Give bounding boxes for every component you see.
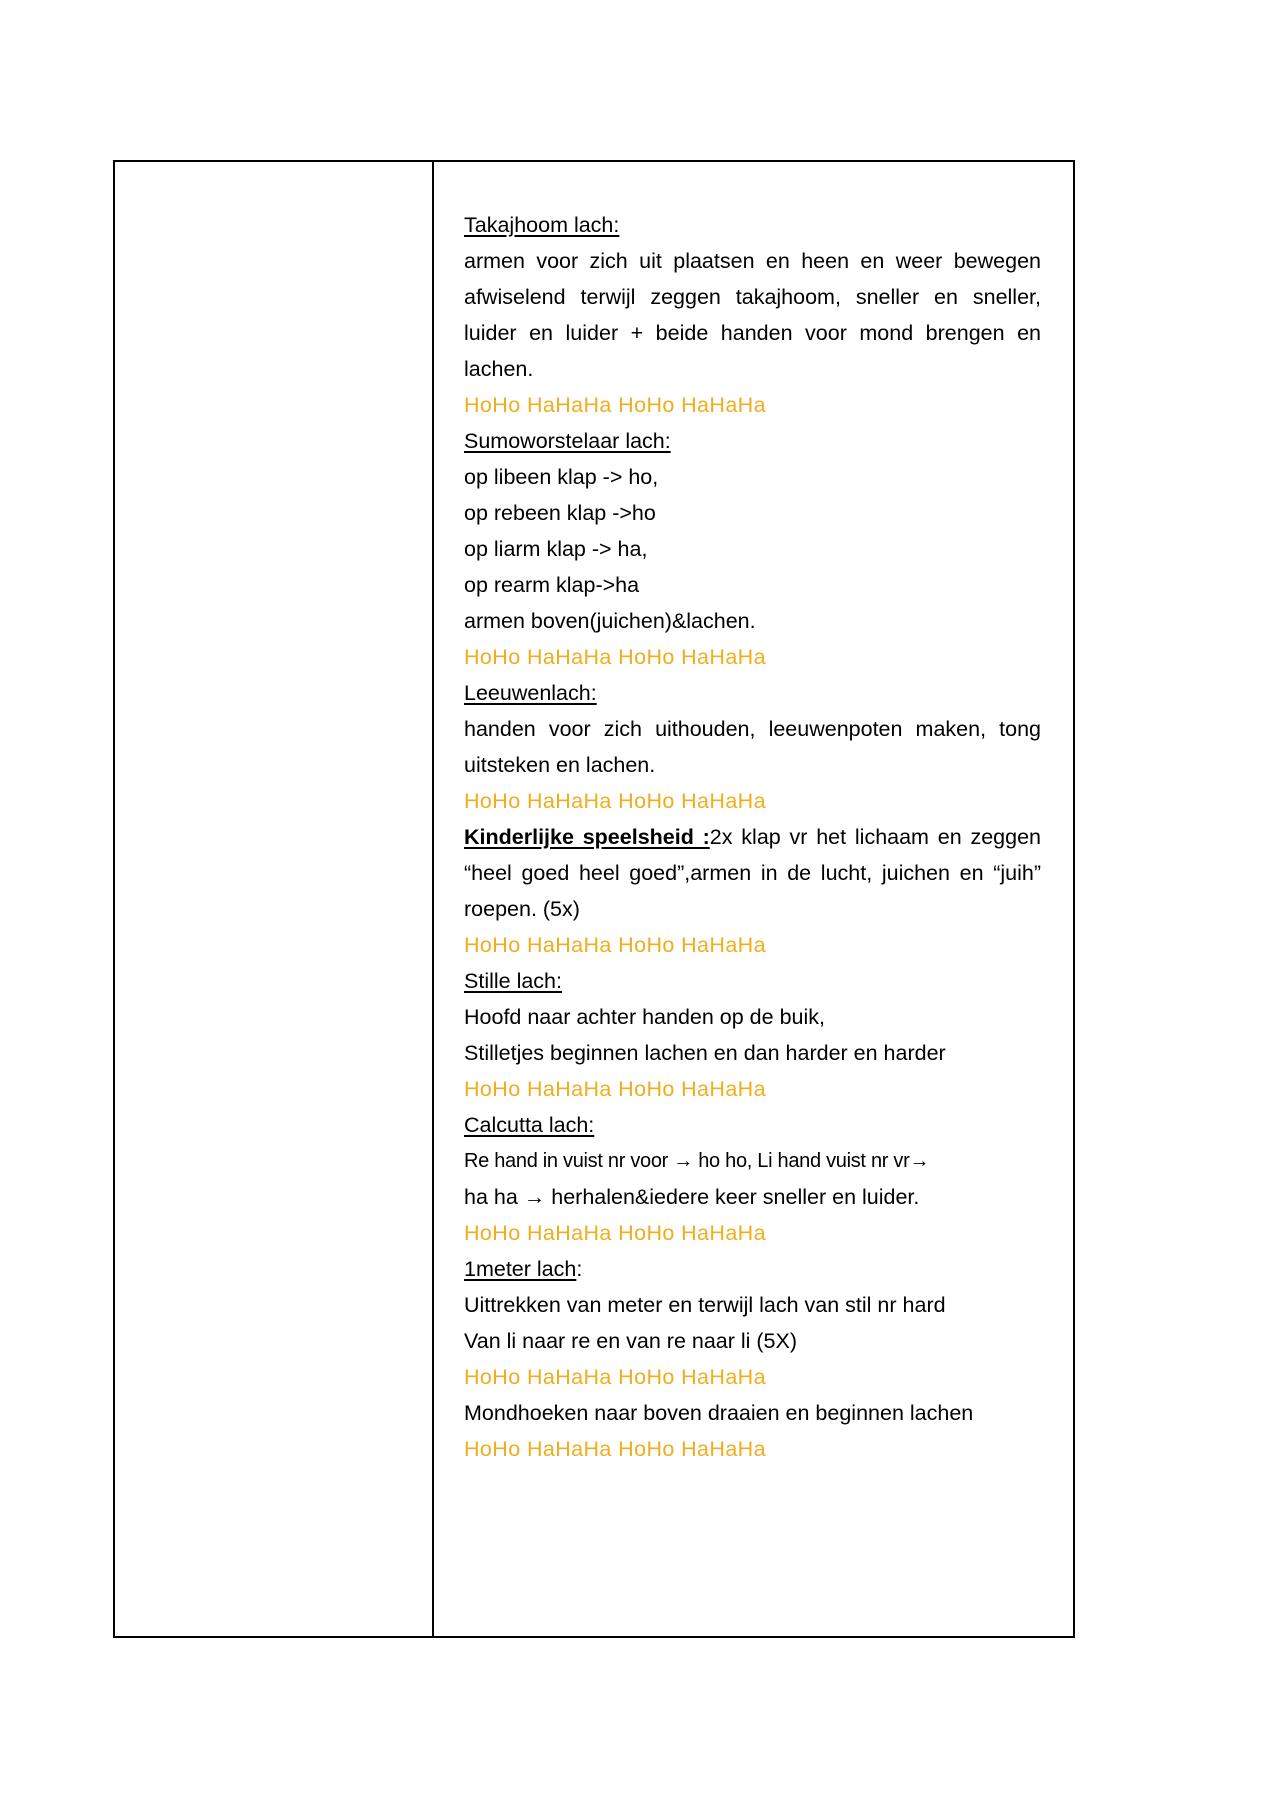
section-heading: Leeuwenlach: [464,681,597,705]
section-heading: 1meter lach [464,1257,577,1281]
section-heading: Takajhoom lach: [464,213,620,237]
section-body-line: op rebeen klap ->ho [464,501,656,525]
section-body-line: 2x klap vr het lichaam en zeggen “heel goed heel goed”,armen in de lucht, juichen en “juih” roepen. (5x) [464,825,1041,921]
section-body-line: Uittrekken van meter en terwijl lach van stil nr hard [464,1293,946,1317]
section-calcutta-lach [464,1107,1041,1251]
section-heading-row [464,1251,1041,1287]
section-chant: HoHo HaHaHa HoHo HaHaHa [464,789,766,813]
section-chant: HoHo HaHaHa HoHo HaHaHa [464,1365,766,1389]
content-table [113,160,1075,1638]
section-heading: Calcutta lach: [464,1113,595,1137]
section-mondhoeken [464,1395,1041,1467]
section-chant: HoHo HaHaHa HoHo HaHaHa [464,1077,766,1101]
section-heading: Kinderlijke speelsheid : [464,825,710,849]
section-inline-paragraph [464,819,1041,927]
section-stille-lach [464,963,1041,1107]
section-body-line: op rearm klap->ha [464,573,640,597]
section-leeuwenlach [464,675,1041,819]
section-body-line: armen voor zich uit plaatsen en heen en weer bewegen afwiselend terwijl zeggen takajhoom, sneller en sneller, luider en luider + beide handen voor mond brengen en lachen. [464,249,1041,381]
section-body-line: handen voor zich uithouden, leeuwenpoten maken, tong uitsteken en lachen. [464,717,1041,777]
section-body-line: ha ha → herhalen&iedere keer sneller en luider. [464,1185,920,1209]
section-heading-suffix: : [576,1257,583,1281]
section-body-line: op libeen klap -> ho, [464,465,659,489]
section-heading: Sumoworstelaar lach: [464,429,671,453]
section-body-line: Hoofd naar achter handen op de buik, [464,1005,825,1029]
section-chant: HoHo HaHaHa HoHo HaHaHa [464,645,766,669]
section-body-line: Stilletjes beginnen lachen en dan harder en harder [464,1041,946,1065]
section-kinderlijke-speelsheid [464,819,1041,963]
section-chant: HoHo HaHaHa HoHo HaHaHa [464,933,766,957]
section-body-line: Van li naar re en van re naar li (5X) [464,1329,798,1353]
section-takajhoom [464,207,1041,423]
section-body-line: Mondhoeken naar boven draaien en beginnen lachen [464,1401,974,1425]
section-body-line: op liarm klap -> ha, [464,537,648,561]
table-cell-right-content [434,162,1073,1636]
section-chant: HoHo HaHaHa HoHo HaHaHa [464,1437,766,1461]
table-cell-left-empty [115,162,434,1636]
section-body-line: Re hand in vuist nr voor → ho ho, Li hand vuist nr vr→ [464,1150,930,1172]
section-chant: HoHo HaHaHa HoHo HaHaHa [464,393,766,417]
section-sumoworstelaar [464,423,1041,675]
section-body-line: armen boven(juichen)&lachen. [464,609,756,633]
section-chant: HoHo HaHaHa HoHo HaHaHa [464,1221,766,1245]
section-1meter-lach [464,1251,1041,1395]
section-heading: Stille lach: [464,969,562,993]
